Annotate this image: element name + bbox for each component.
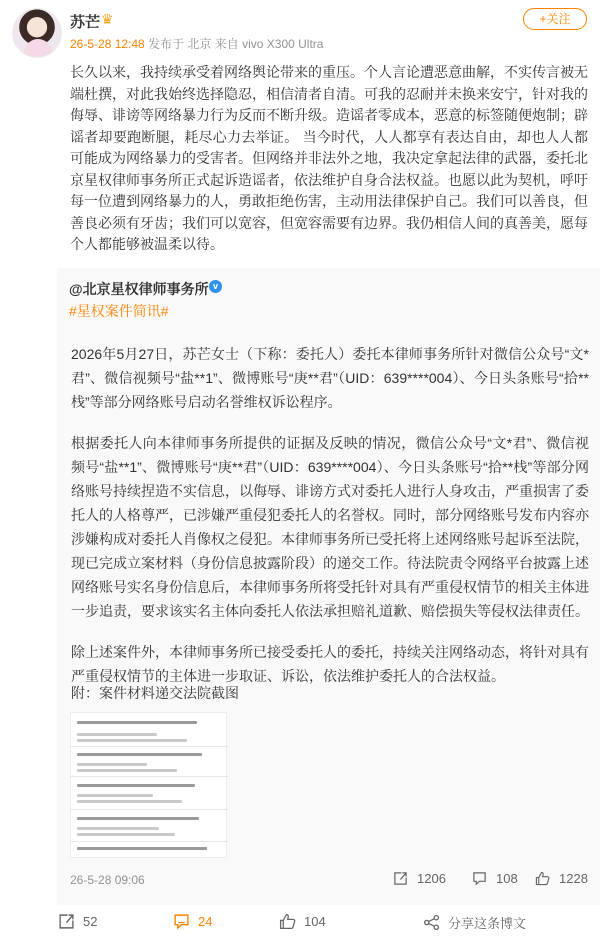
comment-icon — [472, 871, 487, 886]
crown-icon: ♛ — [101, 11, 114, 27]
repost-comments[interactable] — [472, 871, 518, 886]
repost-icon — [58, 913, 75, 930]
repost-count: 52 — [83, 914, 98, 929]
action-bar — [0, 905, 600, 939]
share-label: 分享这条博文 — [448, 916, 527, 931]
comment-action[interactable] — [173, 913, 212, 930]
repost-likes-count: 1228 — [559, 871, 588, 886]
verified-icon: v — [209, 280, 222, 293]
comment-icon — [173, 913, 190, 930]
repost-icon — [393, 871, 408, 886]
post-text: 长久以来，我持续承受着网络舆论带来的重压。个人言论遭恶意曲解，不实传言被无端杜撰，对此我始终选择隐忍，相信清者自清。可我的忍耐并未换来安宁，针对我的侮辱、诽谤等网络暴力行为反而不断升级。造谣者零成本，恶意的标签随便炮制；辟谣者却要跑断腿，耗尽心力去举证。 当今时代，人人都享有表达自由，却也人人都可能成为网络暴力的受害者。但网络并非法外之地，我决定拿起法律的武器，委托北京星权律师事务所正式起诉造谣者，依法维护自身合法权益。也愿以此为契机，呼吁每一位遭到网络暴力的人，勇敢拒绝伤害，主动用法律保护自己。我们可以善良，但善良必须有牙齿；我们可以宽容，但宽容需要有边界。我仍相信人间的真善美，愿每个人都能够被温柔以待。 — [70, 64, 588, 252]
repost-reposts-count: 1206 — [417, 871, 446, 886]
like-action[interactable] — [279, 913, 326, 930]
post-device: 来自 vivo X300 Ultra — [214, 37, 324, 51]
post-meta — [70, 35, 323, 52]
post-time[interactable]: 26-5-28 12:48 — [70, 37, 145, 51]
topic-link[interactable]: #星权案件简讯# — [69, 303, 169, 319]
post-location: 发布于 北京 — [148, 37, 212, 51]
repost-author[interactable]: @北京星权律师事务所 — [69, 281, 209, 297]
repost-paragraph-1: 2026年5月27日，苏芒女士（下称：委托人）委托本律师事务所针对微信公众号“文*君”、微信视频号“盐**1”、微博账号“庚**君”（UID：639****004）、今日头条账号“拾**栈”等部分网络账号启动名誉维权诉讼程序。 — [71, 346, 589, 410]
repost-paragraph-3: 除上述案件外，本律师事务所已接受委托人的委托，持续关注网络动态，将针对具有严重侵权情节的主体进一步取证、诉讼，依法维护委托人的合法权益。 — [71, 644, 589, 684]
repost-reposts[interactable] — [393, 871, 446, 886]
avatar[interactable] — [12, 8, 62, 58]
attachment-screenshot[interactable] — [70, 712, 227, 858]
share-action[interactable] — [423, 913, 526, 932]
repost-comments-count: 108 — [496, 871, 518, 886]
like-icon — [279, 913, 296, 930]
comment-count: 24 — [198, 914, 213, 929]
like-icon — [535, 871, 550, 886]
like-count: 104 — [304, 914, 326, 929]
repost-likes[interactable] — [535, 871, 588, 886]
repost-paragraph-2: 根据委托人向本律师事务所提供的证据及反映的情况，微信公众号“文*君”、微信视频号“盐**1”、微博账号“庚**君”（UID：639****004）、今日头条账号“拾**栈”等部分网络账号持续捏造不实信息，以侮辱、诽谤方式对委托人进行人身攻击，严重损害了委托人的人格尊严，已涉嫌严重侵犯委托人的名誉权。同时，部分网络账号发布内容亦涉嫌构成对委托人肖像权之侵犯。本律师事务所已受托将上述网络账号起诉至法院，现已完成立案材料（身份信息披露阶段）的递交工作。待法院责令网络平台披露上述网络账号实名身份信息后，本律师事务所将受托针对具有严重侵权情节的相关主体进一步追责，要求该实名主体向委托人依法承担赔礼道歉、赔偿损失等侵权法律责任。 — [71, 435, 589, 619]
repost-time[interactable]: 26-5-28 09:06 — [70, 873, 145, 887]
repost-paragraph-4: 附：案件材料递交法院截图 — [71, 685, 239, 701]
share-icon — [423, 914, 440, 931]
author-name[interactable]: 苏芒 — [70, 14, 101, 31]
repost-action[interactable] — [58, 913, 97, 930]
repost-box[interactable] — [57, 268, 600, 905]
follow-button[interactable]: +关注 — [523, 8, 587, 30]
post-header — [0, 0, 600, 60]
